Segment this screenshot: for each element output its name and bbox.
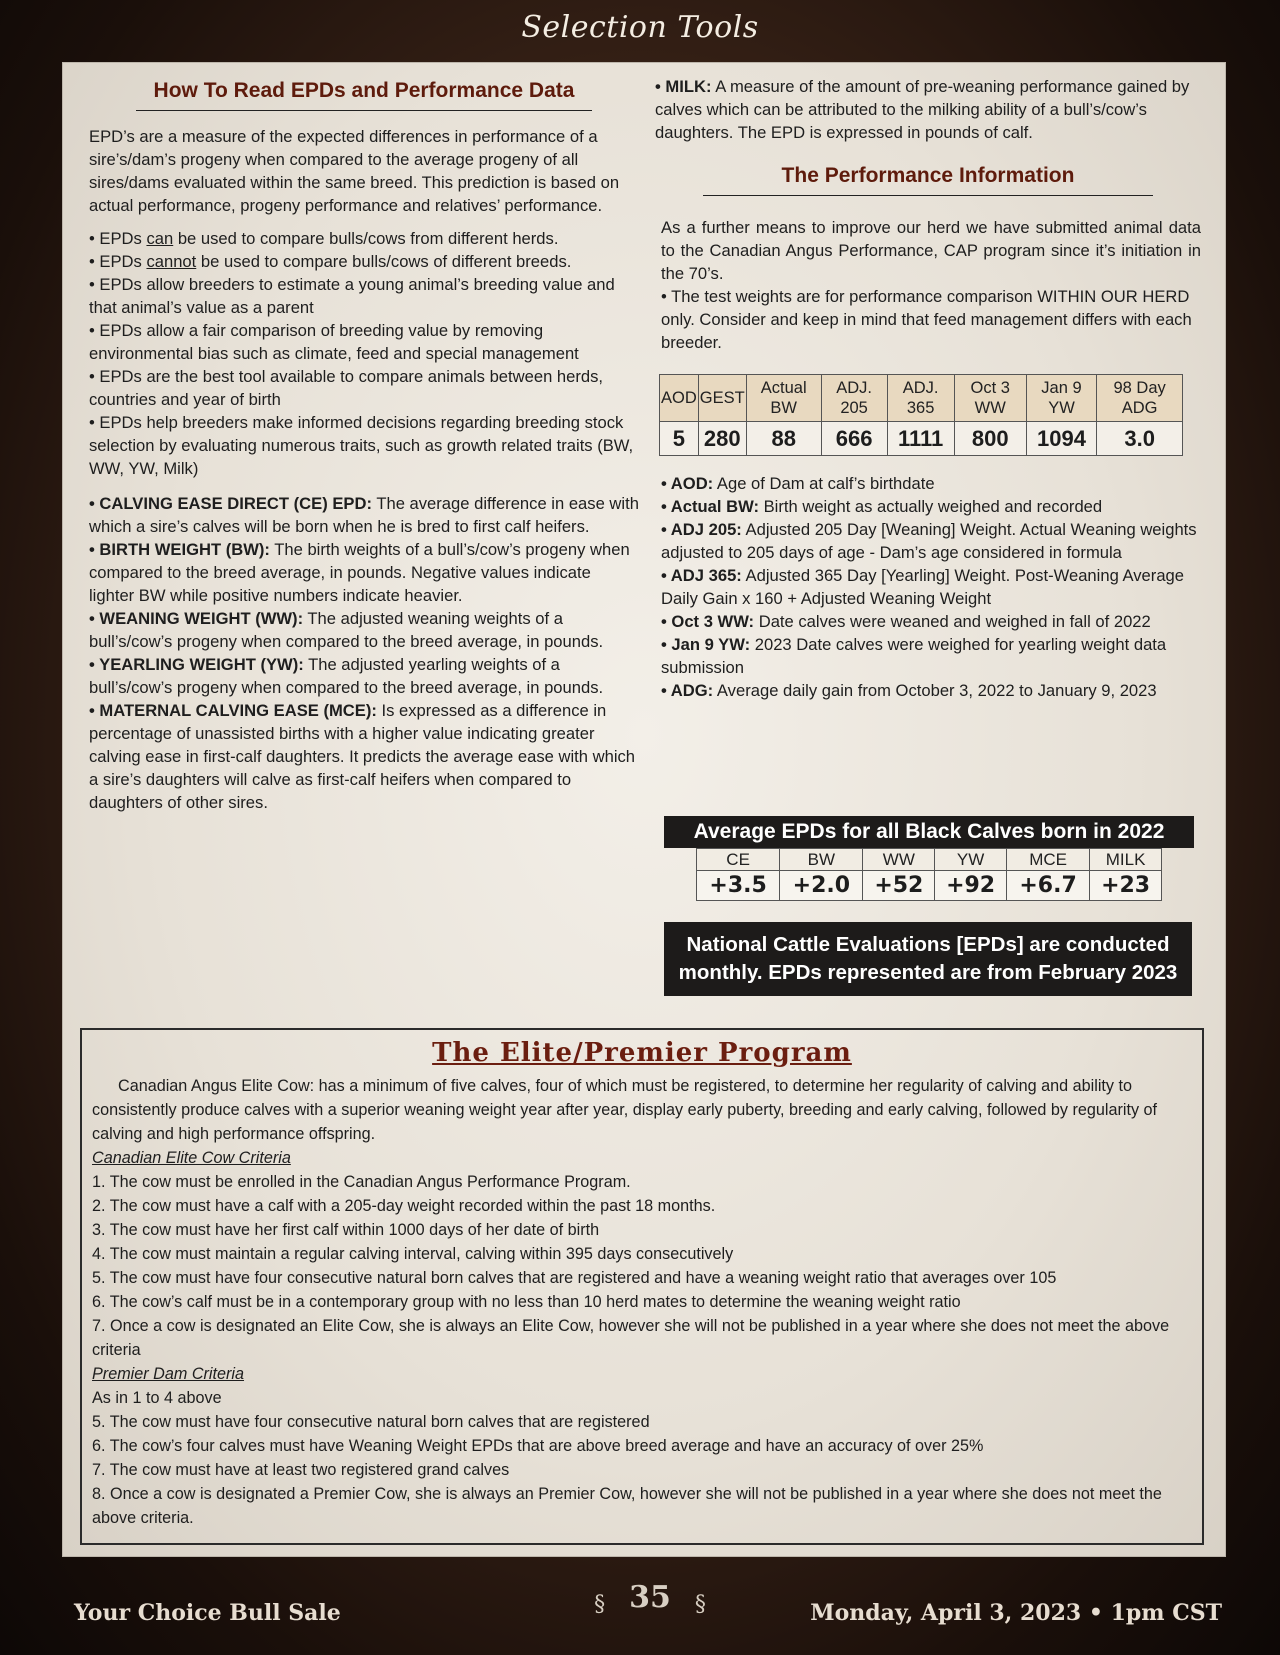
performance-table-value-cell: 5 xyxy=(660,422,699,456)
definition-term: • ADJ 205: xyxy=(661,520,742,539)
nce-notice xyxy=(664,922,1192,996)
epd-heading-rule xyxy=(136,110,592,111)
average-epds-header-cell: MCE xyxy=(1006,849,1089,871)
elite-premier-title: The Elite/Premier Program xyxy=(432,1038,852,1068)
footer-sale-date: Monday, April 3, 2023 • 1pm CST xyxy=(810,1600,1222,1626)
average-epds-value-cell: +23 xyxy=(1090,871,1162,901)
average-epds-box xyxy=(664,816,1194,901)
average-epds-header-cell: MILK xyxy=(1090,849,1162,871)
epd-bullet-4: • EPDs allow a fair comparison of breeding value by removing environmental bias such as climate, feed and special management xyxy=(89,321,579,363)
def-yw: • YEARLING WEIGHT (YW): The adjusted yearling weights of a bull’s/cow’s progeny when compared to the breed average, in pounds. xyxy=(89,655,604,697)
elite-criteria-item: 1. The cow must be enrolled in the Canadian Angus Performance Program. xyxy=(92,1173,631,1191)
performance-table-value-cell: 800 xyxy=(954,422,1026,456)
performance-definition xyxy=(661,495,1201,518)
def-ww: • WEANING WEIGHT (WW): The adjusted weaning weights of a bull’s/cow’s progeny when compared to the breed average, in pounds. xyxy=(89,609,604,651)
performance-definition xyxy=(661,679,1201,702)
average-epds-title: Average EPDs for all Black Calves born in 2022 xyxy=(664,816,1194,848)
performance-table-header-cell: 98 Day ADG xyxy=(1097,375,1183,422)
average-epds-header-cell: BW xyxy=(780,849,863,871)
performance-table-value-cell: 1111 xyxy=(887,422,954,456)
performance-table-value-cell: 1094 xyxy=(1026,422,1097,456)
definition-term: • Actual BW: xyxy=(661,497,759,516)
performance-definition xyxy=(661,564,1201,610)
performance-table-value-cell: 280 xyxy=(698,422,746,456)
average-epds-value-cell: +2.0 xyxy=(780,871,863,901)
average-epds-header-cell: YW xyxy=(935,849,1007,871)
def-mce: • MATERNAL CALVING EASE (MCE): Is expressed as a difference in percentage of unassisted births with a higher value indicating greater calving ease in first-calf daughters. It predicts the average ease with which a sire’s daughters will calve as first-calf heifers when compared to daughters of other sires. xyxy=(89,701,636,812)
footer-page-number-block xyxy=(580,1580,720,1615)
performance-table-value-row xyxy=(660,422,1183,456)
nce-line-2: monthly. EPDs represented are from February 2023 xyxy=(678,961,1178,984)
average-epds-header-cell: WW xyxy=(863,849,935,871)
def-bw: • BIRTH WEIGHT (BW): The birth weights of a bull’s/cow’s progeny when compared to the breed average, in pounds. Negative values indicate lighter BW while positive numbers indicate heavier. xyxy=(89,540,630,605)
definition-term: • ADG: xyxy=(661,681,714,700)
section-mark-icon: § xyxy=(594,1592,606,1617)
performance-table-header-cell: Jan 9 YW xyxy=(1026,375,1097,422)
average-epds-header-row xyxy=(697,849,1162,871)
elite-criteria-heading: Canadian Elite Cow Criteria xyxy=(92,1149,291,1167)
definition-text: Birth weight as actually weighed and recorded xyxy=(759,497,1103,516)
definition-text: Adjusted 205 Day [Weaning] Weight. Actual Weaning weights adjusted to 205 days of age - Dam’s age considered in formula xyxy=(661,520,1197,562)
definition-text: Average daily gain from October 3, 2022 to January 9, 2023 xyxy=(713,681,1157,700)
epd-intro: EPD’s are a measure of the expected differences in performance of a sire’s/dam’s progeny when compared to the average progeny of all sires/dams evaluated within the same breed. This prediction is based on actual performance, progeny performance and relatives’ performance. xyxy=(89,127,620,215)
average-epds-value-cell: +3.5 xyxy=(697,871,780,901)
right-column xyxy=(655,63,1201,702)
performance-table-header-cell: AOD xyxy=(660,375,699,422)
elite-criteria-list xyxy=(92,1170,1192,1362)
performance-table-header-row xyxy=(660,375,1183,422)
performance-para-2: • The test weights are for performance comparison WITHIN OUR HERD only. Consider and keep in mind that feed management differs with each breeder. xyxy=(661,287,1192,352)
elite-intro: Canadian Angus Elite Cow: has a minimum of five calves, four of which must be registered, to determine her regularity of calving and ability to consistently produce calves with a superior weaning weight year after year, display early puberty, breeding and early calving, followed by regularity of calving and high performance offspring. xyxy=(92,1077,1158,1143)
definition-term: • Oct 3 WW: xyxy=(661,612,755,631)
performance-table-header-cell: Oct 3 WW xyxy=(954,375,1026,422)
definition-text: 2023 Date calves were weighed for yearling weight data submission xyxy=(661,635,1167,677)
average-epds-value-cell: +6.7 xyxy=(1006,871,1089,901)
performance-definition xyxy=(661,633,1201,679)
definition-term: • AOD: xyxy=(661,474,714,493)
premier-criteria-item: 7. The cow must have at least two registered grand calves xyxy=(92,1461,510,1479)
footer-sale-name: Your Choice Bull Sale xyxy=(74,1600,341,1626)
performance-definitions xyxy=(655,472,1201,702)
performance-table-header-cell: Actual BW xyxy=(746,375,821,422)
elite-criteria-item: 3. The cow must have her first calf within 1000 days of her date of birth xyxy=(92,1221,600,1239)
performance-table-value-cell: 666 xyxy=(821,422,887,456)
page-header-title: Selection Tools xyxy=(521,10,759,45)
epd-bullet-6: • EPDs help breeders make informed decisions regarding breeding stock selection by evaluating numerous traits, such as growth related traits (BW, WW, YW, Milk) xyxy=(89,413,634,478)
def-ce: • CALVING EASE DIRECT (CE) EPD: The average difference in ease with which a sire’s calves will be born when he is bred to first calf heifers. xyxy=(89,494,639,536)
definition-text: Adjusted 365 Day [Yearling] Weight. Post-Weaning Average Daily Gain x 160 + Adjusted Weaning Weight xyxy=(661,566,1184,608)
epd-bullet-2: • EPDs cannot be used to compare bulls/cows of different breeds. xyxy=(89,252,572,271)
section-mark-icon: § xyxy=(694,1592,706,1617)
elite-criteria-item: 7. Once a cow is designated an Elite Cow, she is always an Elite Cow, however she will not be published in a year where she does not meet the above criteria xyxy=(92,1317,1170,1359)
nce-line-1: National Cattle Evaluations [EPDs] are conducted xyxy=(686,933,1170,956)
definition-term: • Jan 9 YW: xyxy=(661,635,751,654)
premier-criteria-item: 6. The cow’s four calves must have Weaning Weight EPDs that are above breed average and have an accuracy of over 25% xyxy=(92,1437,984,1455)
premier-criteria-item: 5. The cow must have four consecutive natural born calves that are registered xyxy=(92,1413,650,1431)
premier-criteria-item: As in 1 to 4 above xyxy=(92,1389,222,1407)
average-epds-value-cell: +52 xyxy=(863,871,935,901)
epd-bullet-3: • EPDs allow breeders to estimate a young animal’s breeding value and that animal’s value as a parent xyxy=(89,275,615,317)
epd-heading: How To Read EPDs and Performance Data xyxy=(153,79,575,102)
elite-criteria-item: 2. The cow must have a calf with a 205-day weight recorded within the past 18 months. xyxy=(92,1197,716,1215)
performance-heading: The Performance Information xyxy=(781,164,1075,187)
elite-criteria-item: 4. The cow must maintain a regular calving interval, calving within 395 days consecutively xyxy=(92,1245,734,1263)
definition-term: • ADJ 365: xyxy=(661,566,742,585)
performance-table-header-cell: ADJ. 365 xyxy=(887,375,954,422)
epd-bullet-5: • EPDs are the best tool available to compare animals between herds, countries and year of birth xyxy=(89,367,604,409)
definition-text: Age of Dam at calf’s birthdate xyxy=(713,474,935,493)
performance-table-header-cell: ADJ. 205 xyxy=(821,375,887,422)
definition-text: Date calves were weaned and weighed in fall of 2022 xyxy=(754,612,1151,631)
average-epds-value-row xyxy=(697,871,1162,901)
average-epds-header-cell: CE xyxy=(697,849,780,871)
def-milk: • MILK: A measure of the amount of pre-weaning performance gained by calves which can be attributed to the milking ability of a bull’s/cow’s daughters. The EPD is expressed in pounds of calf. xyxy=(655,77,1190,142)
average-epds-table xyxy=(696,848,1162,901)
elite-criteria-item: 6. The cow’s calf must be in a contemporary group with no less than 10 herd mates to determine the weaning weight ratio xyxy=(92,1293,961,1311)
page-footer xyxy=(0,1580,1280,1640)
average-epds-value-cell: +92 xyxy=(935,871,1007,901)
epd-bullet-1: • EPDs can be used to compare bulls/cows from different herds. xyxy=(89,229,559,248)
premier-criteria-item: 8. Once a cow is designated a Premier Cow, she is always an Premier Cow, however she will not be published in a year where she does not meet the above criteria. xyxy=(92,1485,1162,1527)
performance-table-value-cell: 3.0 xyxy=(1097,422,1183,456)
performance-table xyxy=(659,374,1183,456)
premier-criteria-heading: Premier Dam Criteria xyxy=(92,1365,245,1383)
premier-criteria-list xyxy=(92,1386,1192,1530)
performance-definition xyxy=(661,610,1201,633)
performance-table-header-cell: GEST xyxy=(698,375,746,422)
performance-definition xyxy=(661,518,1201,564)
elite-premier-box xyxy=(80,1028,1204,1545)
page-number: 35 xyxy=(629,1580,671,1615)
elite-criteria-item: 5. The cow must have four consecutive natural born calves that are registered and have a weaning weight ratio that averages over 105 xyxy=(92,1269,1057,1287)
performance-heading-rule xyxy=(703,195,1153,196)
performance-para-1: As a further means to improve our herd we have submitted animal data to the Canadian Angus Performance, CAP program since it’s initiation in the 70’s. xyxy=(661,218,1201,283)
performance-definition xyxy=(661,472,1201,495)
performance-table-value-cell: 88 xyxy=(746,422,821,456)
left-column xyxy=(89,63,639,814)
